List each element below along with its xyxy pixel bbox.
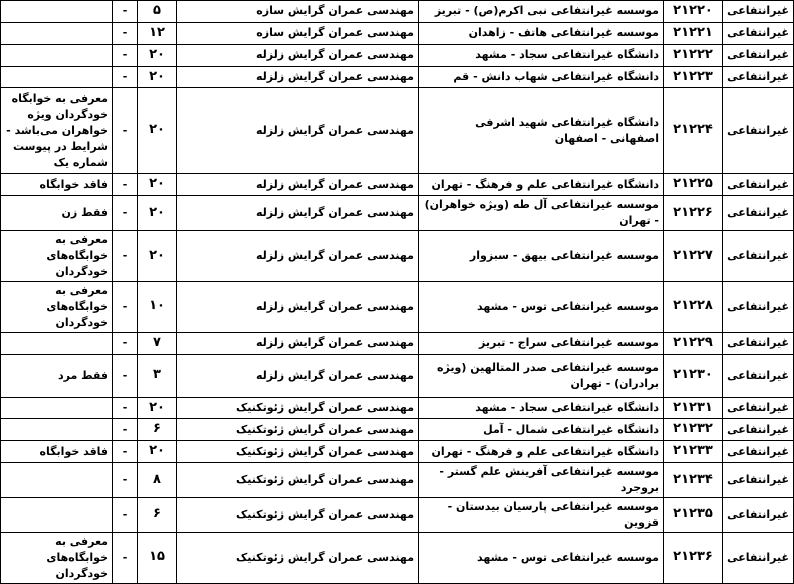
note-cell: معرفی به خوابگاه‌های خودگردان	[1, 231, 113, 282]
major-cell: مهندسی عمران گرایش ژئوتکنیک	[177, 419, 419, 441]
type-cell: غیرانتفاعی	[723, 1, 794, 23]
institution-cell: دانشگاه غیرانتفاعی علم و فرهنگ - تهران	[419, 174, 664, 196]
dash-cell: -	[113, 66, 138, 88]
note-cell	[1, 332, 113, 354]
institution-cell: موسسه غیرانتفاعی صدر المتالهین (ویژه برادران) - تهران	[419, 354, 664, 397]
institution-cell: موسسه غیرانتفاعی پارسیان بیدستان - قزوین	[419, 497, 664, 532]
code-cell: ۲۱۲۲۹	[664, 332, 723, 354]
major-cell: مهندسی عمران گرایش زلزله	[177, 354, 419, 397]
code-cell: ۲۱۲۳۶	[664, 532, 723, 583]
institution-cell: موسسه غیرانتفاعی هاتف - زاهدان	[419, 22, 664, 44]
type-cell: غیرانتفاعی	[723, 354, 794, 397]
code-cell: ۲۱۲۳۵	[664, 497, 723, 532]
code-cell: ۲۱۲۳۱	[664, 397, 723, 419]
type-cell: غیرانتفاعی	[723, 463, 794, 498]
institution-cell: موسسه غیرانتفاعی آل طه (ویژه خواهران) - تهران	[419, 196, 664, 231]
table-row	[1, 419, 794, 441]
capacity-cell: ۸	[138, 463, 177, 498]
type-cell: غیرانتفاعی	[723, 196, 794, 231]
table-row	[1, 88, 794, 174]
major-cell: مهندسی عمران گرایش زلزله	[177, 66, 419, 88]
dash-cell: -	[113, 231, 138, 282]
capacity-cell: ۲۰	[138, 44, 177, 66]
institution-cell: موسسه غیرانتفاعی سراج - تبریز	[419, 332, 664, 354]
table-row	[1, 532, 794, 583]
table-row	[1, 281, 794, 332]
dash-cell: -	[113, 88, 138, 174]
table-row	[1, 174, 794, 196]
institution-cell: دانشگاه غیرانتفاعی سجاد - مشهد	[419, 397, 664, 419]
major-cell: مهندسی عمران گرایش زلزله	[177, 231, 419, 282]
capacity-cell: ۶	[138, 497, 177, 532]
code-cell: ۲۱۲۳۴	[664, 463, 723, 498]
dash-cell: -	[113, 463, 138, 498]
table-row	[1, 1, 794, 23]
note-cell	[1, 22, 113, 44]
dash-cell: -	[113, 354, 138, 397]
note-cell	[1, 497, 113, 532]
code-cell: ۲۱۲۲۱	[664, 22, 723, 44]
code-cell: ۲۱۲۲۰	[664, 1, 723, 23]
code-cell: ۲۱۲۳۲	[664, 419, 723, 441]
capacity-cell: ۲۰	[138, 231, 177, 282]
note-cell	[1, 397, 113, 419]
type-cell: غیرانتفاعی	[723, 231, 794, 282]
capacity-cell: ۶	[138, 419, 177, 441]
capacity-cell: ۲۰	[138, 66, 177, 88]
institution-cell: موسسه غیرانتفاعی بیهق - سبزوار	[419, 231, 664, 282]
capacity-cell: ۱۲	[138, 22, 177, 44]
major-cell: مهندسی عمران گرایش زلزله	[177, 332, 419, 354]
code-cell: ۲۱۲۲۷	[664, 231, 723, 282]
table-body	[1, 1, 794, 584]
type-cell: غیرانتفاعی	[723, 281, 794, 332]
institution-cell: دانشگاه غیرانتفاعی شهاب دانش - قم	[419, 66, 664, 88]
code-cell: ۲۱۲۲۸	[664, 281, 723, 332]
table-row	[1, 332, 794, 354]
table-row	[1, 441, 794, 463]
type-cell: غیرانتفاعی	[723, 397, 794, 419]
dash-cell: -	[113, 22, 138, 44]
dash-cell: -	[113, 419, 138, 441]
dash-cell: -	[113, 1, 138, 23]
institution-cell: موسسه غیرانتفاعی توس - مشهد	[419, 532, 664, 583]
institution-cell: دانشگاه غیرانتفاعی علم و فرهنگ - تهران	[419, 441, 664, 463]
table-row	[1, 354, 794, 397]
capacity-cell: ۲۰	[138, 397, 177, 419]
major-cell: مهندسی عمران گرایش ژئوتکنیک	[177, 497, 419, 532]
note-cell: معرفی به خوابگاه‌های خودگردان	[1, 532, 113, 583]
capacity-cell: ۲۰	[138, 441, 177, 463]
table-row	[1, 231, 794, 282]
table-row	[1, 463, 794, 498]
institution-cell: موسسه غیرانتفاعی نبی اکرم(ص) - تبریز	[419, 1, 664, 23]
table-row	[1, 22, 794, 44]
note-cell: فقط زن	[1, 196, 113, 231]
note-cell: معرفی به خوابگاه‌های خودگردان	[1, 281, 113, 332]
note-cell: فقط مرد	[1, 354, 113, 397]
table-row	[1, 397, 794, 419]
type-cell: غیرانتفاعی	[723, 22, 794, 44]
type-cell: غیرانتفاعی	[723, 419, 794, 441]
dash-cell: -	[113, 332, 138, 354]
capacity-cell: ۱۰	[138, 281, 177, 332]
institution-cell: موسسه غیرانتفاعی توس - مشهد	[419, 281, 664, 332]
institution-cell: دانشگاه غیرانتفاعی شمال - آمل	[419, 419, 664, 441]
note-cell	[1, 1, 113, 23]
type-cell: غیرانتفاعی	[723, 497, 794, 532]
major-cell: مهندسی عمران گرایش زلزله	[177, 196, 419, 231]
capacity-cell: ۵	[138, 1, 177, 23]
code-cell: ۲۱۲۲۳	[664, 66, 723, 88]
code-cell: ۲۱۲۲۲	[664, 44, 723, 66]
major-cell: مهندسی عمران گرایش زلزله	[177, 281, 419, 332]
code-cell: ۲۱۲۲۶	[664, 196, 723, 231]
major-cell: مهندسی عمران گرایش سازه	[177, 22, 419, 44]
note-cell: معرفی به خوابگاه خودگردان ویژه خواهران می‌باشد - شرایط در پیوست شماره یک	[1, 88, 113, 174]
institution-cell: دانشگاه غیرانتفاعی سجاد - مشهد	[419, 44, 664, 66]
note-cell	[1, 66, 113, 88]
table-row	[1, 44, 794, 66]
major-cell: مهندسی عمران گرایش ژئوتکنیک	[177, 532, 419, 583]
type-cell: غیرانتفاعی	[723, 44, 794, 66]
major-cell: مهندسی عمران گرایش زلزله	[177, 44, 419, 66]
major-cell: مهندسی عمران گرایش ژئوتکنیک	[177, 463, 419, 498]
major-cell: مهندسی عمران گرایش زلزله	[177, 88, 419, 174]
dash-cell: -	[113, 532, 138, 583]
type-cell: غیرانتفاعی	[723, 532, 794, 583]
major-cell: مهندسی عمران گرایش ژئوتکنیک	[177, 397, 419, 419]
note-cell: فاقد خوابگاه	[1, 441, 113, 463]
note-cell	[1, 463, 113, 498]
note-cell	[1, 44, 113, 66]
table-row	[1, 196, 794, 231]
code-cell: ۲۱۲۳۰	[664, 354, 723, 397]
code-cell: ۲۱۲۳۳	[664, 441, 723, 463]
note-cell: فاقد خوابگاه	[1, 174, 113, 196]
capacity-cell: ۱۵	[138, 532, 177, 583]
type-cell: غیرانتفاعی	[723, 88, 794, 174]
capacity-cell: ۲۰	[138, 174, 177, 196]
dash-cell: -	[113, 397, 138, 419]
capacity-cell: ۲۰	[138, 88, 177, 174]
type-cell: غیرانتفاعی	[723, 441, 794, 463]
table-row	[1, 66, 794, 88]
capacity-cell: ۷	[138, 332, 177, 354]
institution-cell: موسسه غیرانتفاعی آفرینش علم گستر - بروجرد	[419, 463, 664, 498]
table-row	[1, 497, 794, 532]
dash-cell: -	[113, 196, 138, 231]
major-cell: مهندسی عمران گرایش ژئوتکنیک	[177, 441, 419, 463]
major-cell: مهندسی عمران گرایش سازه	[177, 1, 419, 23]
code-cell: ۲۱۲۲۴	[664, 88, 723, 174]
type-cell: غیرانتفاعی	[723, 66, 794, 88]
capacity-cell: ۳	[138, 354, 177, 397]
type-cell: غیرانتفاعی	[723, 174, 794, 196]
dash-cell: -	[113, 441, 138, 463]
dash-cell: -	[113, 44, 138, 66]
note-cell	[1, 419, 113, 441]
capacity-cell: ۲۰	[138, 196, 177, 231]
code-cell: ۲۱۲۲۵	[664, 174, 723, 196]
dash-cell: -	[113, 174, 138, 196]
dash-cell: -	[113, 497, 138, 532]
type-cell: غیرانتفاعی	[723, 332, 794, 354]
major-cell: مهندسی عمران گرایش زلزله	[177, 174, 419, 196]
dash-cell: -	[113, 281, 138, 332]
institution-cell: دانشگاه غیرانتفاعی شهید اشرفی اصفهانی - اصفهان	[419, 88, 664, 174]
